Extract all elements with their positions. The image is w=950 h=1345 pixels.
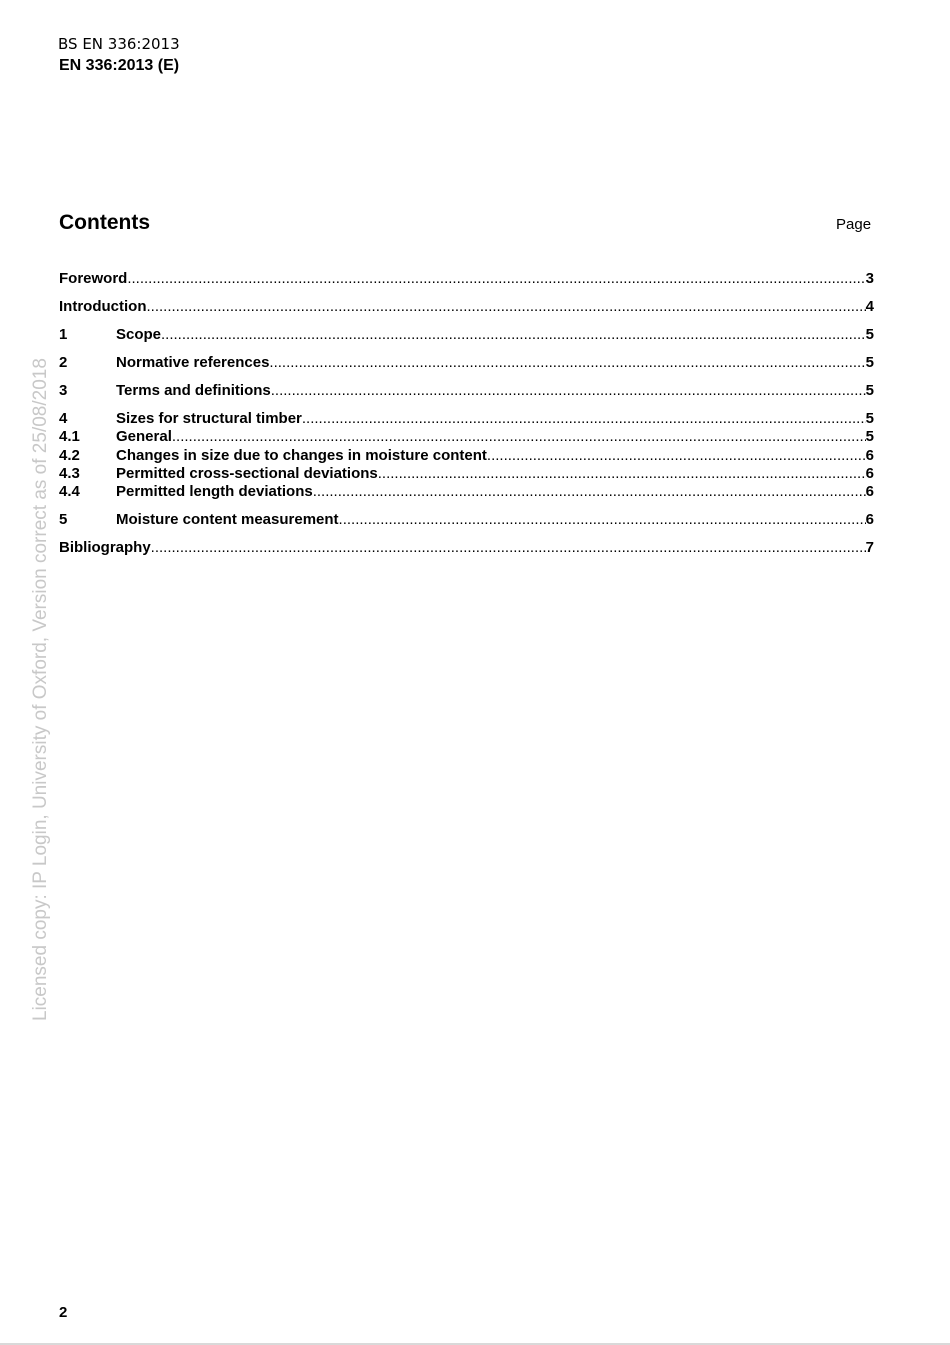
toc-entry-terms-and-definitions[interactable] [59,382,874,400]
toc-entry-page: 5 [865,410,874,427]
toc-entry-page: 3 [865,270,874,287]
toc-entry-page: 4 [865,298,874,315]
license-watermark: Licensed copy: IP Login, University of Oxford, Version correct as of 25/08/2018 [30,358,51,1021]
toc-entry-title: Permitted length deviations [116,483,313,500]
toc-entry-title: Foreword [59,270,128,287]
toc-entry-foreword[interactable] [59,270,874,288]
table-of-contents [59,0,874,600]
toc-entry-page: 5 [865,382,874,399]
toc-entry-number: 2 [59,354,68,371]
toc-entry-bibliography[interactable] [59,539,874,557]
page-number: 2 [59,1304,68,1321]
toc-entry-title: Sizes for structural timber [116,410,302,427]
toc-entry-title: Terms and definitions [116,382,271,399]
toc-entry-page: 5 [865,326,874,343]
toc-entry-cross-sectional-deviations[interactable] [59,465,874,483]
toc-entry-title: Bibliography [59,539,151,556]
contents-heading: Contents [59,211,150,234]
toc-entry-page: 6 [865,465,874,482]
toc-entry-title: Permitted cross-sectional deviations [116,465,378,482]
toc-dot-leader [269,354,865,372]
toc-entry-number: 4 [59,410,68,427]
toc-entry-number: 4.4 [59,483,80,500]
toc-entry-number: 3 [59,382,68,399]
toc-entry-title: Changes in size due to changes in moisture content [116,447,487,464]
toc-entry-number: 1 [59,326,68,343]
toc-entry-page: 5 [865,354,874,371]
toc-entry-page: 6 [865,447,874,464]
toc-entry-normative-references[interactable] [59,354,874,372]
toc-entry-page: 6 [865,511,874,528]
toc-entry-scope[interactable] [59,326,874,344]
toc-dot-leader [271,382,866,400]
toc-entry-title: General [116,428,172,445]
standard-designation-en: EN 336:2013 (E) [59,57,180,74]
toc-entry-general[interactable] [59,428,874,446]
toc-dot-leader [313,483,866,501]
toc-entry-page: 6 [865,483,874,500]
toc-entry-changes-in-size[interactable] [59,447,874,465]
toc-entry-page: 5 [865,428,874,445]
toc-dot-leader [146,298,865,316]
toc-entry-moisture-content-measurement[interactable] [59,511,874,529]
toc-entry-number: 4.1 [59,428,80,445]
standard-designation: BS EN 336:2013 [58,35,180,53]
toc-dot-leader [151,539,866,557]
toc-entry-length-deviations[interactable] [59,483,874,501]
toc-dot-leader [127,270,865,288]
toc-entry-number: 4.2 [59,447,80,464]
toc-entry-introduction[interactable] [59,298,874,316]
toc-entry-title: Scope [116,326,162,343]
toc-entry-page: 7 [865,539,874,556]
toc-entry-title: Introduction [59,298,147,315]
toc-dot-leader [487,447,866,465]
toc-dot-leader [172,428,866,446]
toc-entry-title: Moisture content measurement [116,511,339,528]
toc-dot-leader [302,410,866,428]
page-column-label: Page [836,216,872,233]
toc-dot-leader [161,326,866,344]
toc-dot-leader [378,465,866,483]
toc-dot-leader [339,511,866,529]
toc-entry-number: 5 [59,511,68,528]
toc-entry-title: Normative references [116,354,270,371]
toc-entry-number: 4.3 [59,465,80,482]
toc-entry-sizes-for-structural-timber[interactable] [59,410,874,428]
